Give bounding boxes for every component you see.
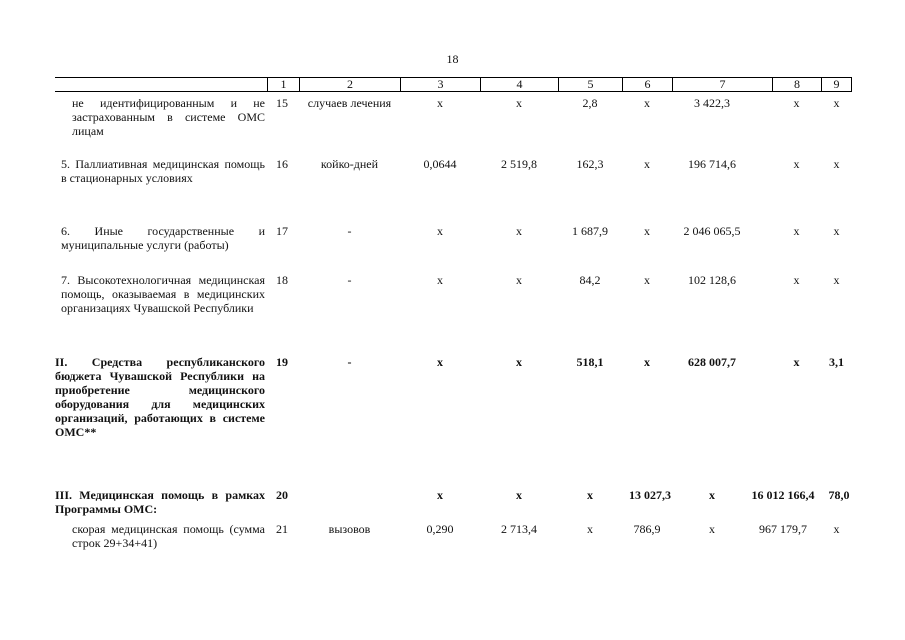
cell-col9: х bbox=[833, 224, 840, 238]
row-code: 20 bbox=[276, 488, 288, 502]
cell-col6: х bbox=[644, 157, 650, 171]
cell-col6: х bbox=[644, 273, 650, 287]
cell-col7: х bbox=[709, 522, 715, 536]
cell-col6: х bbox=[644, 355, 650, 369]
cell-col6: х bbox=[644, 96, 650, 110]
row-name: 5. Паллиативная медицинская помощь в стационарных условиях bbox=[61, 157, 265, 185]
table-row bbox=[55, 273, 852, 339]
table-row bbox=[55, 224, 852, 258]
cell-col8: х bbox=[793, 273, 800, 287]
cell-col9: х bbox=[833, 96, 840, 110]
row-name: скорая медицинская помощь (сумма строк 29+34+41) bbox=[72, 522, 265, 550]
cell-col6: х bbox=[644, 224, 650, 238]
table-header-row bbox=[55, 77, 852, 92]
row-code: 18 bbox=[276, 273, 288, 287]
header-cell-4: 4 bbox=[480, 77, 558, 91]
table-row bbox=[55, 522, 852, 554]
header-cell-2: 2 bbox=[299, 77, 400, 91]
table-row bbox=[55, 355, 852, 471]
cell-col5: х bbox=[587, 522, 593, 536]
cell-col8: х bbox=[793, 224, 800, 238]
row-name: II. Средства республиканского бюджета Чувашской Республики на приобретение медицинского оборудования для медицинских организаций, работающих в системе ОМС** bbox=[55, 355, 265, 439]
cell-col4: 2 519,8 bbox=[501, 157, 537, 171]
cell-col7: х bbox=[709, 488, 715, 502]
cell-col5: 1 687,9 bbox=[572, 224, 608, 238]
header-cell-8: 8 bbox=[772, 77, 821, 91]
header-cell-6: 6 bbox=[622, 77, 672, 91]
cell-col3: х bbox=[437, 224, 443, 238]
row-name: III. Медицинская помощь в рамках Программы ОМС: bbox=[55, 488, 265, 516]
cell-col9: 78,0 bbox=[828, 488, 850, 502]
cell-col3: х bbox=[437, 273, 443, 287]
row-code: 17 bbox=[276, 224, 288, 238]
row-name: не идентифицированным и не застрахованным в системе ОМС лицам bbox=[72, 96, 265, 138]
cell-col5: 518,1 bbox=[576, 355, 604, 369]
cell-col9: х bbox=[833, 522, 840, 536]
row-unit: - bbox=[347, 224, 352, 238]
header-cell-5: 5 bbox=[558, 77, 622, 91]
row-name: 7. Высокотехнологичная медицинская помощь, оказываемая в медицинских организациях Чувашской Республики bbox=[61, 273, 265, 315]
row-unit: койко-дней bbox=[320, 157, 379, 171]
cell-col7: 196 714,6 bbox=[688, 157, 736, 171]
row-unit: - bbox=[347, 273, 352, 287]
table-row bbox=[55, 96, 852, 144]
cell-col7: 102 128,6 bbox=[688, 273, 736, 287]
cell-col9: х bbox=[833, 157, 840, 171]
cell-col3: х bbox=[437, 488, 443, 502]
page-number: 18 bbox=[446, 52, 459, 66]
cell-col7: 2 046 065,5 bbox=[683, 224, 741, 238]
cell-col5: х bbox=[587, 488, 593, 502]
cell-col3: 0,0644 bbox=[423, 157, 457, 171]
cell-col8: 967 179,7 bbox=[759, 522, 807, 536]
table-row bbox=[55, 157, 852, 207]
cell-col3: х bbox=[437, 96, 443, 110]
cell-col7: 3 422,3 bbox=[694, 96, 730, 110]
cell-col4: х bbox=[516, 273, 522, 287]
cell-col4: х bbox=[516, 224, 522, 238]
cell-col6: 786,9 bbox=[633, 522, 661, 536]
table-row bbox=[55, 488, 852, 518]
cell-col5: 84,2 bbox=[579, 273, 601, 287]
row-name: 6. Иные государственные и муниципальные услуги (работы) bbox=[61, 224, 265, 252]
cell-col3: х bbox=[437, 355, 443, 369]
header-cell-blank bbox=[55, 77, 267, 91]
cell-col8: 16 012 166,4 bbox=[751, 488, 815, 502]
row-unit: случаев лечения bbox=[307, 96, 392, 110]
cell-col9: х bbox=[833, 273, 840, 287]
cell-col9: 3,1 bbox=[829, 355, 844, 369]
header-cell-1: 1 bbox=[267, 77, 299, 91]
header-cell-3: 3 bbox=[400, 77, 480, 91]
cell-col8: х bbox=[793, 355, 800, 369]
row-unit: вызовов bbox=[328, 522, 371, 536]
cell-col7: 628 007,7 bbox=[688, 355, 736, 369]
cell-col4: х bbox=[516, 355, 522, 369]
cell-col5: 2,8 bbox=[582, 96, 598, 110]
row-unit: - bbox=[347, 355, 352, 369]
cell-col4: 2 713,4 bbox=[501, 522, 537, 536]
cell-col3: 0,290 bbox=[426, 522, 454, 536]
row-code: 16 bbox=[276, 157, 288, 171]
cell-col6: 13 027,3 bbox=[629, 488, 671, 502]
row-code: 19 bbox=[276, 355, 288, 369]
cell-col8: х bbox=[793, 96, 800, 110]
cell-col5: 162,3 bbox=[576, 157, 604, 171]
row-code: 21 bbox=[276, 522, 288, 536]
row-code: 15 bbox=[276, 96, 288, 110]
cell-col4: х bbox=[516, 488, 522, 502]
cell-col8: х bbox=[793, 157, 800, 171]
header-cell-9: 9 bbox=[821, 77, 852, 91]
cell-col4: х bbox=[516, 96, 522, 110]
header-cell-7: 7 bbox=[672, 77, 772, 91]
